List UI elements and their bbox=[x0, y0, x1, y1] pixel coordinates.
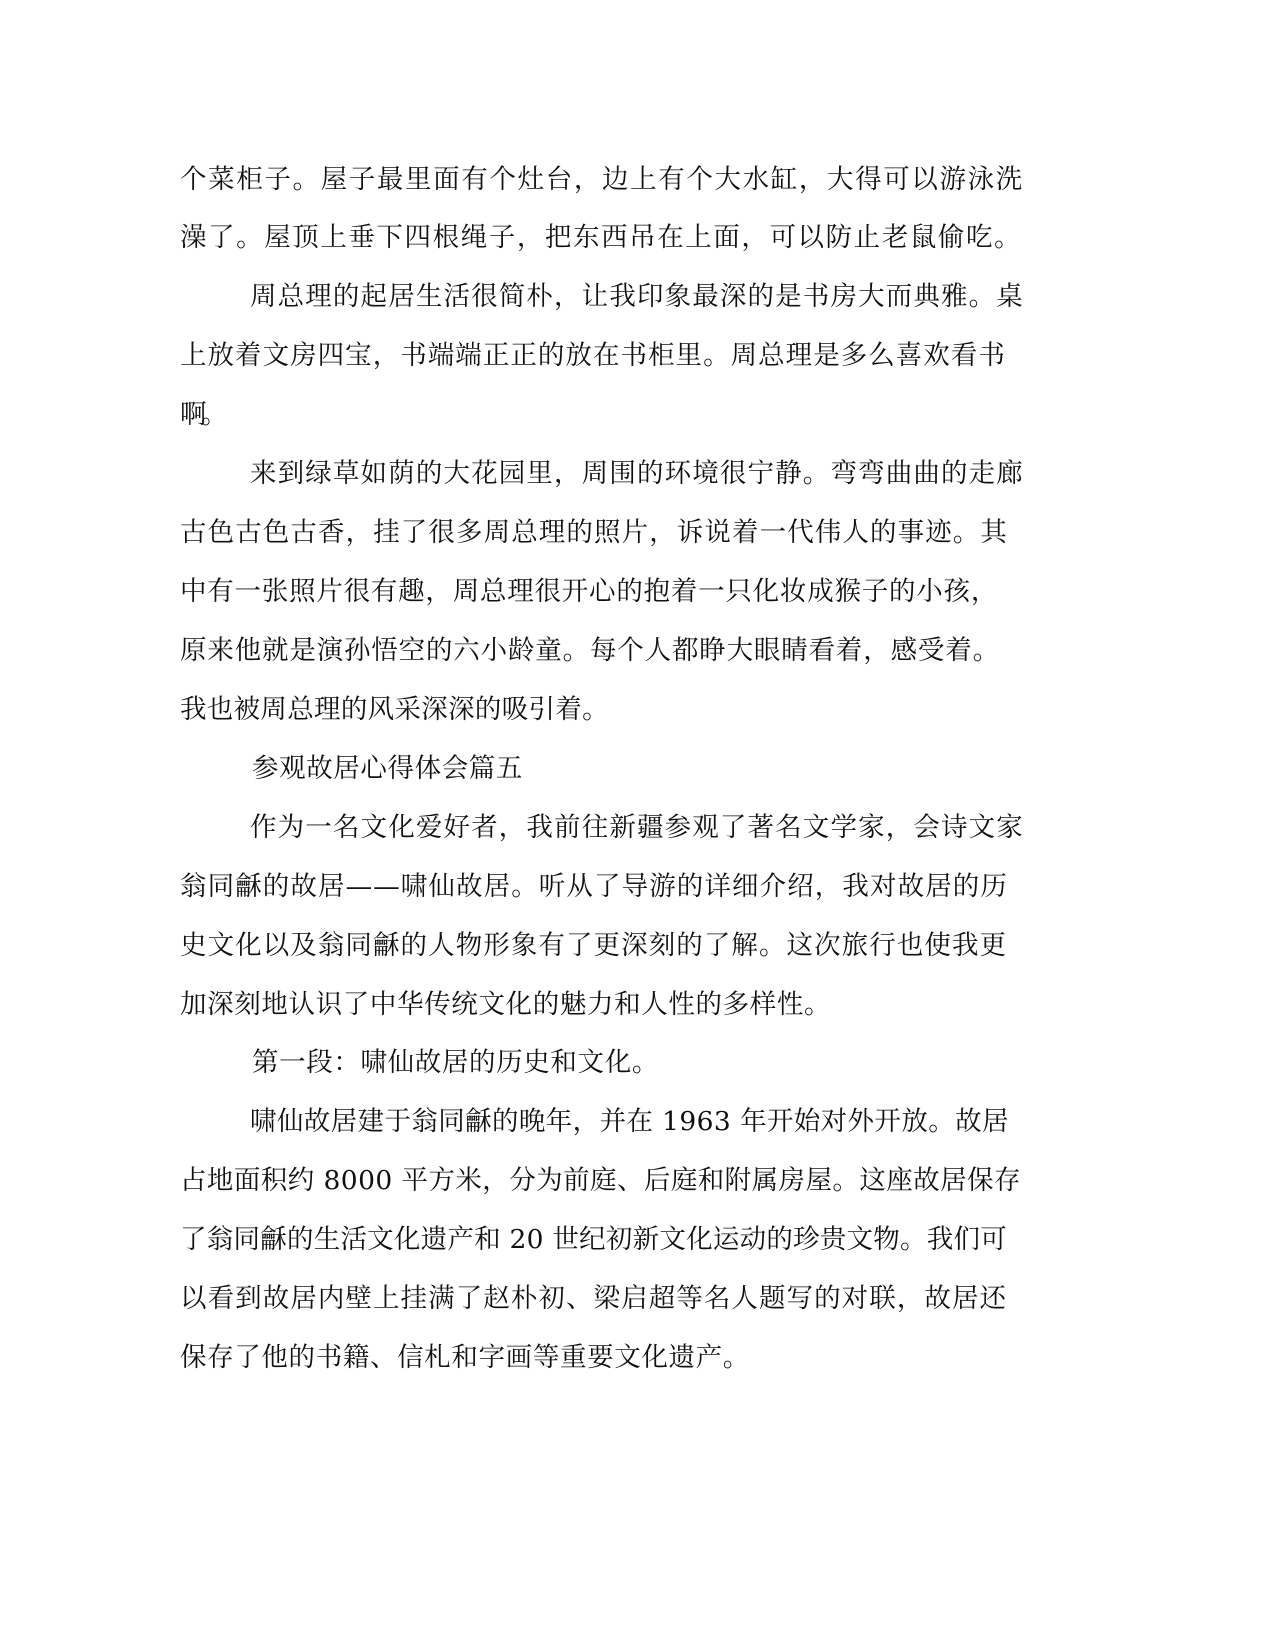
text-line: 了翁同龢的生活文化遗产和 20 世纪初新文化运动的珍贵文物。我们可 bbox=[180, 1224, 1007, 1255]
text-line: 上放着文房四宝，书端端正正的放在书柜里。周总理是多么喜欢看书 bbox=[180, 340, 1006, 371]
text-line: 澡了。屋顶上垂下四根绳子，把东西吊在上面，可以防止老鼠偷吃。 bbox=[180, 222, 1023, 253]
text-line: 古色古色古香，挂了很多周总理的照片，诉说着一代伟人的事迹。其 bbox=[180, 517, 1008, 548]
text-line: 翁同龢的故居——啸仙故居。听从了导游的详细介绍，我对故居的历 bbox=[180, 871, 1008, 902]
text-line: 啊。 bbox=[180, 399, 222, 430]
paragraph-first-line: 作为一名文化爱好者，我前往新疆参观了著名文学家，会诗文家 bbox=[250, 812, 1024, 843]
text-line: 保存了他的书籍、信札和字画等重要文化遗产。 bbox=[180, 1342, 750, 1373]
text-line: 原来他就是演孙悟空的六小龄童。每个人都睁大眼睛看着，感受着。 bbox=[180, 635, 1000, 666]
text-line: 史文化以及翁同龢的人物形象有了更深刻的了解。这次旅行也使我更 bbox=[180, 930, 1008, 961]
text-line: 占地面积约 8000 平方米，分为前庭、后庭和附属房屋。这座故居保存 bbox=[180, 1165, 1021, 1196]
paragraph-first-line: 周总理的起居生活很简朴，让我印象最深的是书房大而典雅。桌 bbox=[250, 281, 1024, 312]
text-line: 我也被周总理的风采深深的吸引着。 bbox=[180, 694, 609, 725]
subheading-line: 第一段：啸仙故居的历史和文化。 bbox=[252, 1047, 659, 1078]
section-heading: 参观故居心得体会篇五 bbox=[252, 753, 523, 784]
text-line: 加深刻地认识了中华传统文化的魅力和人性的多样性。 bbox=[180, 989, 832, 1020]
text-line: 以看到故居内壁上挂满了赵朴初、梁启超等名人题写的对联，故居还 bbox=[180, 1283, 1008, 1314]
text-line: 中有一张照片很有趣，周总理很开心的抱着一只化妆成猴子的小孩， bbox=[180, 576, 999, 607]
text-line: 个菜柜子。屋子最里面有个灶台，边上有个大水缸，大得可以游泳洗 bbox=[180, 164, 1024, 195]
paragraph-first-line: 啸仙故居建于翁同龢的晚年，并在 1963 年开始对外开放。故居 bbox=[250, 1106, 1009, 1137]
paragraph-first-line: 来到绿草如荫的大花园里，周围的环境很宁静。弯弯曲曲的走廊 bbox=[250, 458, 1024, 489]
